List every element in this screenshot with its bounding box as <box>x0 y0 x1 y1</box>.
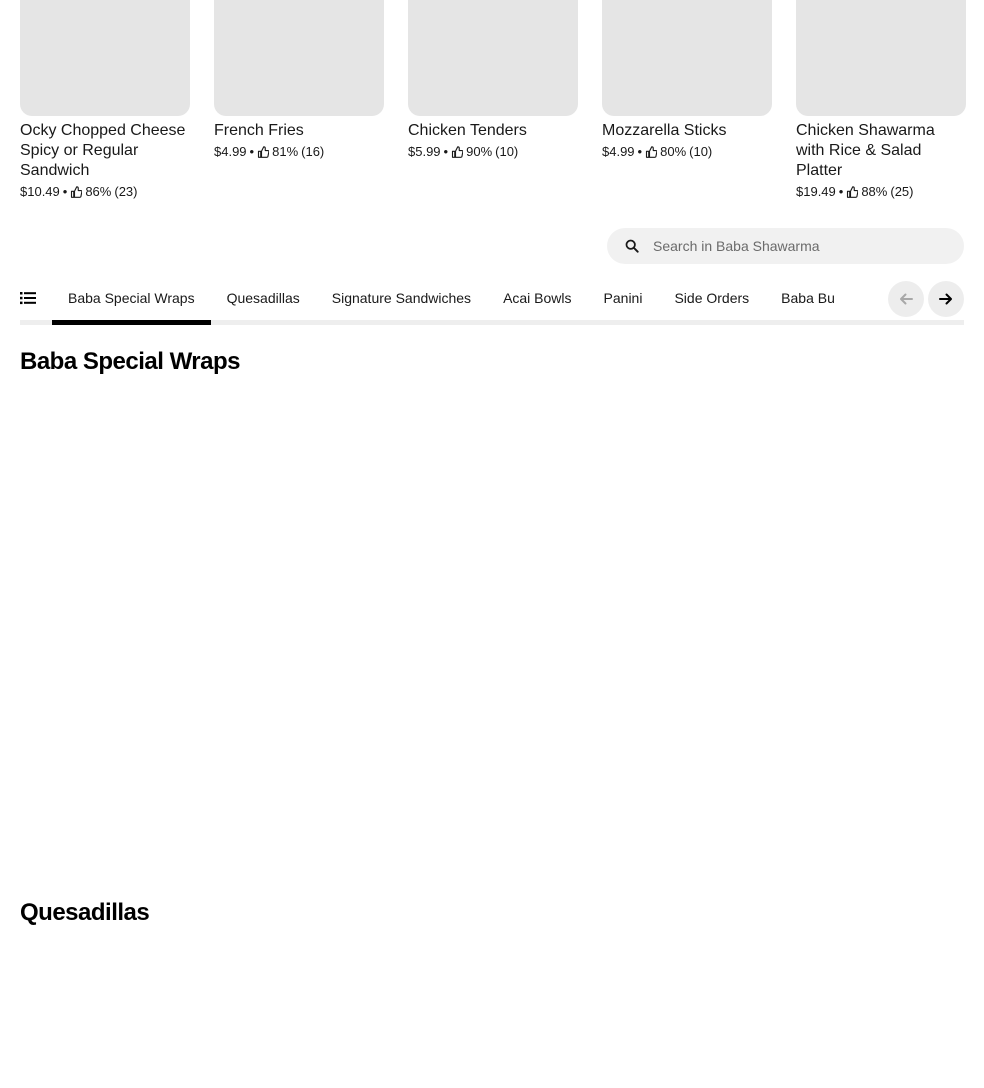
list-menu-icon[interactable] <box>20 291 36 305</box>
featured-item-card[interactable] <box>214 0 384 202</box>
item-image <box>408 0 578 116</box>
scroll-right-button[interactable] <box>928 281 964 317</box>
featured-item-card[interactable] <box>408 0 578 202</box>
item-rating-count: (23) <box>114 184 138 199</box>
arrow-left-icon <box>898 291 914 307</box>
separator: • <box>62 184 68 199</box>
search-icon <box>625 239 639 253</box>
tab-panini[interactable]: Panini <box>603 290 643 306</box>
item-rating: 86% <box>85 184 112 199</box>
thumbs-up-icon <box>846 186 858 198</box>
separator: • <box>249 144 255 159</box>
item-rating: 90% <box>466 144 493 159</box>
item-price: $4.99 <box>214 144 247 159</box>
tab-baba-special-wraps[interactable]: Baba Special Wraps <box>52 276 211 320</box>
store-search[interactable] <box>607 228 964 264</box>
item-name: French Fries <box>214 122 304 139</box>
thumbs-up-icon <box>70 186 82 198</box>
item-rating-count: (10) <box>495 144 519 159</box>
item-price: $19.49 <box>796 184 836 199</box>
tab-signature-sandwiches[interactable]: Signature Sandwiches <box>331 290 472 306</box>
search-input[interactable] <box>653 238 933 254</box>
separator: • <box>838 184 844 199</box>
separator: • <box>443 144 449 159</box>
featured-item-card[interactable] <box>20 0 190 202</box>
item-rating-count: (25) <box>890 184 914 199</box>
item-price: $10.49 <box>20 184 60 199</box>
arrow-right-icon <box>938 291 954 307</box>
tab-list <box>52 276 890 325</box>
item-meta <box>796 182 966 202</box>
item-rating: 80% <box>660 144 687 159</box>
separator: • <box>637 144 643 159</box>
tab-quesadillas[interactable]: Quesadillas <box>226 290 300 306</box>
thumbs-up-icon <box>451 146 463 158</box>
item-name: Chicken Tenders <box>408 122 527 139</box>
featured-item-card[interactable] <box>796 0 966 202</box>
tab-baba-bu[interactable]: Baba Bu <box>781 290 835 306</box>
item-price: $4.99 <box>602 144 635 159</box>
item-rating: 81% <box>272 144 299 159</box>
thumbs-up-icon <box>257 146 269 158</box>
item-meta <box>602 142 772 162</box>
item-image <box>214 0 384 116</box>
item-name: Chicken Shawarma with Rice & Salad Platter <box>796 122 935 179</box>
item-rating-count: (16) <box>301 144 325 159</box>
tab-acai-bowls[interactable]: Acai Bowls <box>503 290 572 306</box>
section-title-baba-special-wraps: Baba Special Wraps <box>20 348 240 375</box>
featured-items <box>20 0 964 202</box>
item-meta <box>214 142 384 162</box>
item-image <box>602 0 772 116</box>
scroll-left-button[interactable] <box>888 281 924 317</box>
item-meta <box>408 142 578 162</box>
item-image <box>796 0 966 116</box>
item-name: Ocky Chopped Cheese Spicy or Regular Sandwich <box>20 122 186 179</box>
item-image <box>20 0 190 116</box>
section-title-quesadillas: Quesadillas <box>20 899 150 926</box>
item-price: $5.99 <box>408 144 441 159</box>
category-tabs <box>20 276 964 325</box>
thumbs-up-icon <box>645 146 657 158</box>
item-meta <box>20 182 190 202</box>
tab-side-orders[interactable]: Side Orders <box>674 290 750 306</box>
item-rating-count: (10) <box>689 144 713 159</box>
item-rating: 88% <box>861 184 888 199</box>
featured-item-card[interactable] <box>602 0 772 202</box>
item-name: Mozzarella Sticks <box>602 122 727 139</box>
